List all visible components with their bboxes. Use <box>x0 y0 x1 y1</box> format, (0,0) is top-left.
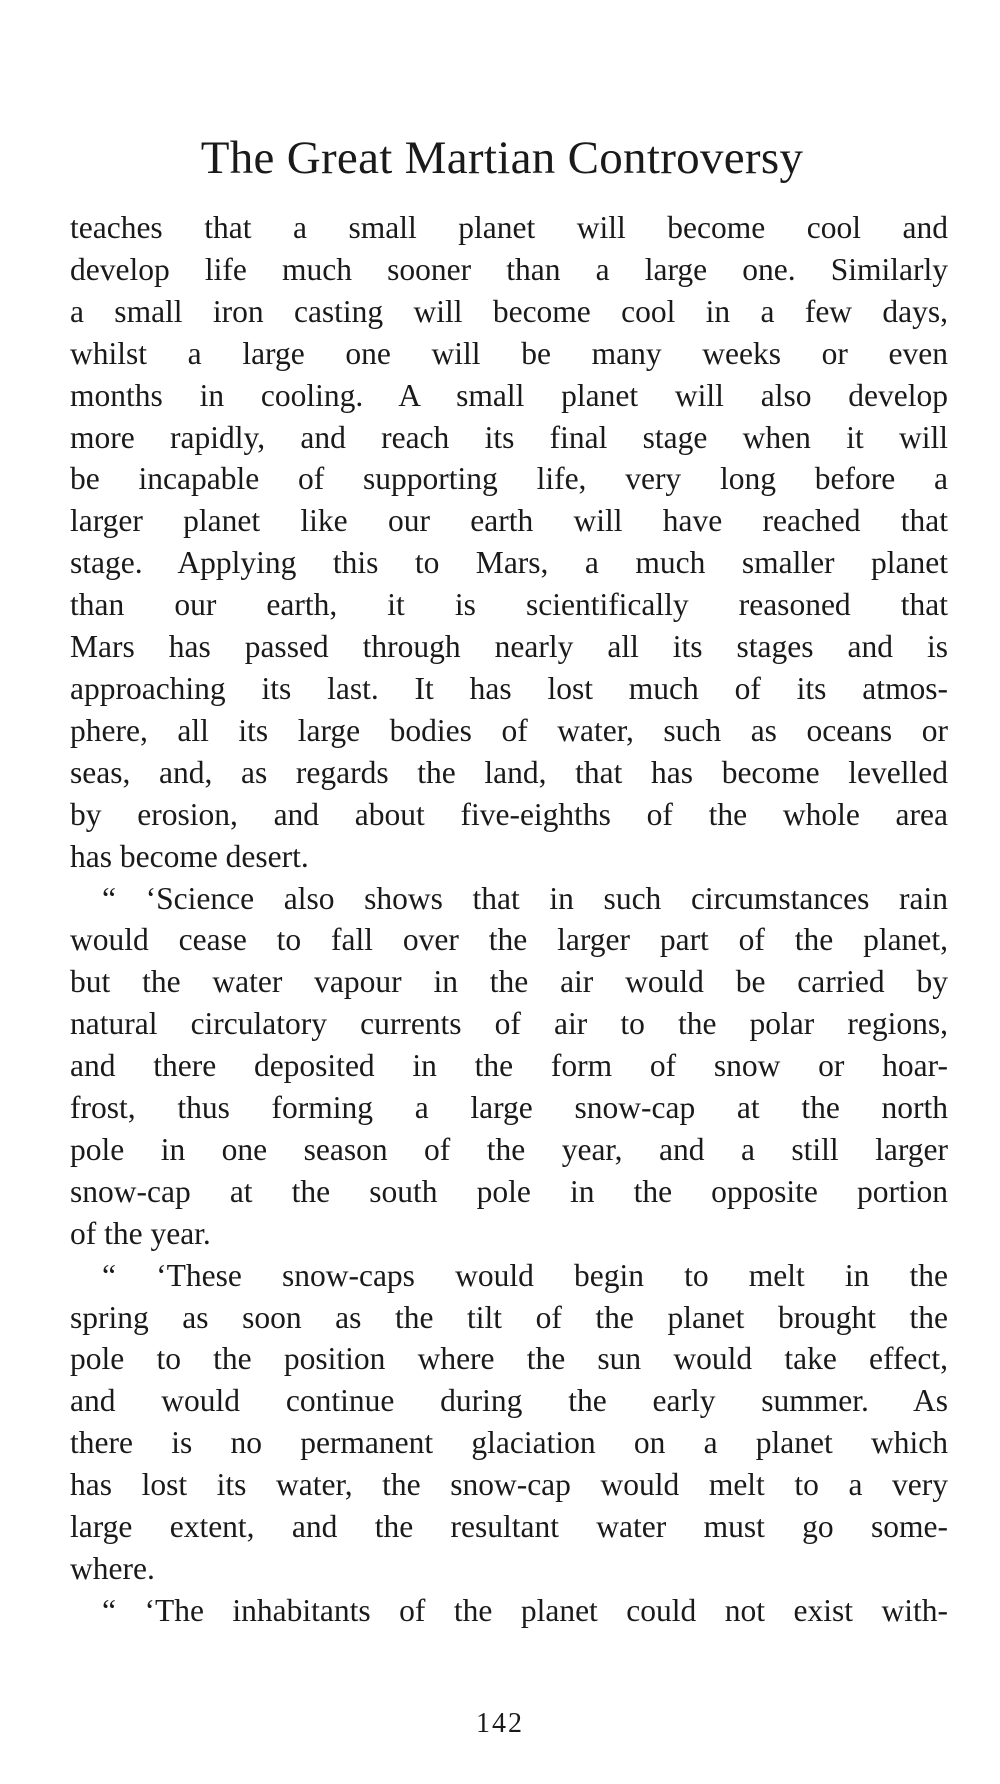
text-line: snow-cap at the south pole in the opposite portion <box>70 1173 948 1209</box>
text-line: larger planet like our earth will have reached that <box>70 503 948 539</box>
text-line: approaching its last. It has lost much of its atmos- <box>70 670 948 706</box>
text-line: “ ‘The inhabitants of the planet could not exist with- <box>102 1592 948 1628</box>
text-line: there is no permanent glaciation on a planet which <box>70 1425 948 1461</box>
text-line: pole to the position where the sun would take effect, <box>70 1341 948 1377</box>
text-line: has become desert. <box>70 838 309 874</box>
text-line: Mars has passed through nearly all its stages and is <box>70 629 948 665</box>
text-line: by erosion, and about five-eighths of the whole area <box>70 796 948 832</box>
text-line: spring as soon as the tilt of the planet brought the <box>70 1299 948 1335</box>
text-line: would cease to fall over the larger part of the planet, <box>70 922 948 958</box>
text-line: and there deposited in the form of snow or hoar- <box>70 1048 948 1084</box>
text-line: than our earth, it is scientifically reasoned that <box>70 587 948 623</box>
body-text <box>70 207 948 1632</box>
paragraph-3 <box>70 1255 948 1590</box>
text-line: seas, and, as regards the land, that has become levelled <box>70 754 948 790</box>
text-line: phere, all its large bodies of water, such as oceans or <box>70 712 948 748</box>
text-line: months in cooling. A small planet will also develop <box>70 377 948 413</box>
text-line: a small iron casting will become cool in a few days, <box>70 293 948 329</box>
text-line: develop life much sooner than a large one. Similarly <box>70 251 948 287</box>
text-line: has lost its water, the snow-cap would melt to a very <box>70 1467 948 1503</box>
text-line: and would continue during the early summer. As <box>70 1383 948 1419</box>
text-line: pole in one season of the year, and a still larger <box>70 1131 948 1167</box>
text-line: of the year. <box>70 1215 211 1251</box>
paragraph-1 <box>70 207 948 878</box>
text-line: teaches that a small planet will become cool and <box>70 210 948 245</box>
text-line: “ ‘Science also shows that in such circumstances rain <box>102 880 948 916</box>
text-line: large extent, and the resultant water must go some- <box>70 1509 948 1545</box>
text-line: be incapable of supporting life, very long before a <box>70 461 948 497</box>
text-line: more rapidly, and reach its final stage when it will <box>70 419 948 455</box>
text-line: whilst a large one will be many weeks or even <box>70 335 948 371</box>
page-number: 142 <box>476 1708 524 1739</box>
text-line: natural circulatory currents of air to the polar regions, <box>70 1006 948 1042</box>
text-line: frost, thus forming a large snow-cap at the north <box>70 1090 948 1126</box>
running-head: The Great Martian Controversy <box>200 132 804 184</box>
paragraph-2 <box>70 878 948 1255</box>
text-line: where. <box>70 1551 155 1586</box>
text-line: stage. Applying this to Mars, a much smaller planet <box>70 545 948 581</box>
text-line: “ ‘These snow-caps would begin to melt in the <box>102 1257 948 1293</box>
text-line: but the water vapour in the air would be carried by <box>70 964 948 1000</box>
paragraph-4 <box>70 1590 948 1632</box>
